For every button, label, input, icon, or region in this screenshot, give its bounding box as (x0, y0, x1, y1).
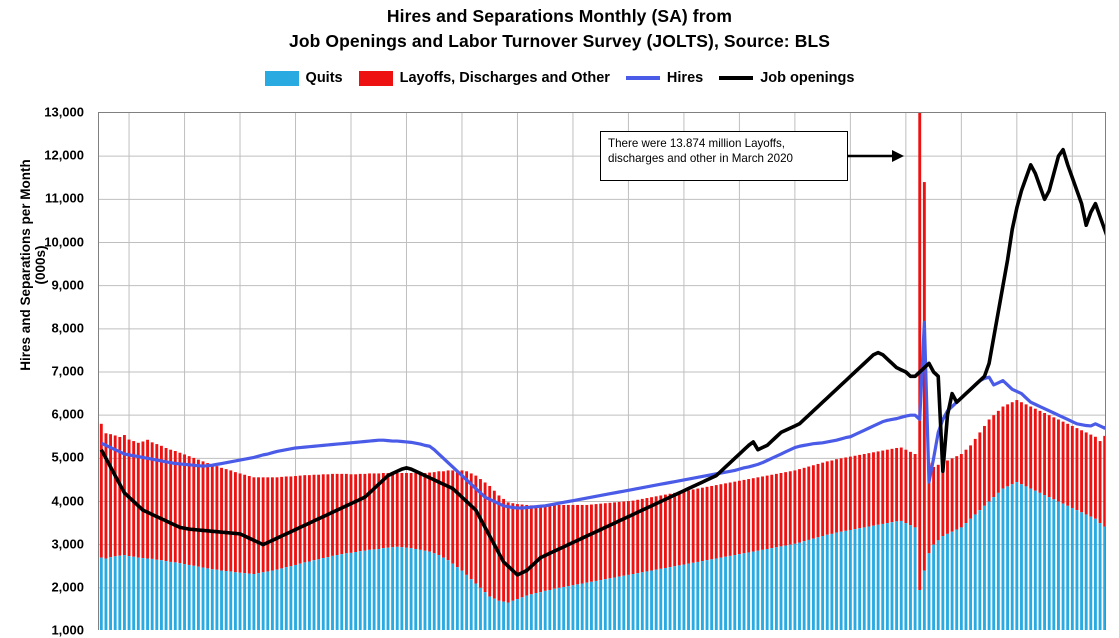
y-tick-label: 12,000 (44, 147, 84, 163)
legend-label-hires: Hires (666, 70, 704, 86)
plot-area (98, 112, 1106, 630)
legend-swatch-job-openings (719, 76, 753, 80)
legend-swatch-layoffs (359, 71, 393, 86)
y-tick-label: 3,000 (51, 536, 84, 552)
y-tick-label: 10,000 (44, 234, 84, 249)
legend-item-job-openings (719, 70, 854, 86)
y-tick-label: 5,000 (51, 449, 84, 465)
y-tick-label: 2,000 (51, 579, 84, 595)
chart-title-block (0, 4, 1119, 54)
y-tick-label: 6,000 (51, 406, 84, 422)
chart-legend (0, 70, 1119, 86)
y-tick-label: 13,000 (44, 104, 84, 120)
annotation-text-line-2: discharges and other in March 2020 (608, 151, 793, 165)
legend-swatch-quits (265, 71, 299, 86)
y-tick-label: 7,000 (51, 363, 84, 379)
legend-label-quits: Quits (305, 70, 343, 86)
legend-item-quits (265, 70, 343, 86)
annotation-box (600, 131, 848, 181)
legend-swatch-hires (626, 76, 660, 80)
y-tick-label: 4,000 (51, 493, 84, 508)
legend-item-hires (626, 70, 703, 86)
y-axis-title: Hires and Separations per Month (000s) (18, 159, 48, 371)
y-tick-label: 9,000 (51, 277, 84, 293)
y-tick-label: 1,000 (51, 622, 84, 638)
chart-title-line-1: Hires and Separations Monthly (SA) from (386, 6, 733, 26)
plot-svg (99, 113, 1106, 630)
annotation-text-line-1: There were 13.874 million Layoffs, (608, 137, 786, 150)
y-tick-label: 8,000 (51, 320, 84, 336)
y-axis-tick-labels (0, 104, 92, 638)
annotation-arrow-icon (848, 148, 904, 164)
legend-item-layoffs (359, 70, 610, 86)
legend-label-layoffs: Layoffs, Discharges and Other (399, 70, 610, 86)
chart-title-line-2: Job Openings and Labor Turnover Survey (JOLTS), Source: BLS (288, 31, 831, 51)
legend-label-job-openings: Job openings (760, 70, 855, 86)
y-tick-label: 11,000 (44, 190, 84, 206)
